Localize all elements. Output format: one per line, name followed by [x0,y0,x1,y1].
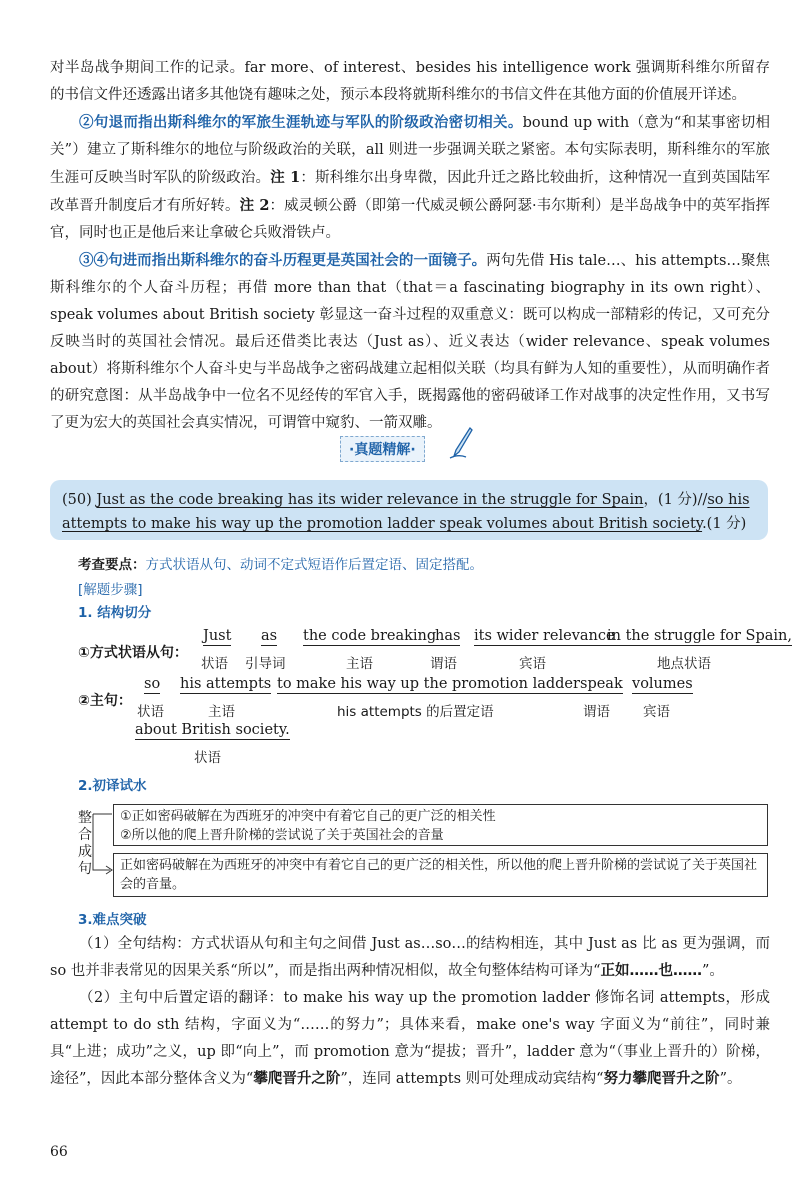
paragraph-2-body: bound up with（意为“和某事密切相关”）建立了斯科维尔的地位与阶级政治的关联，all 则进一步强调关联之紧密。本句实际表明，斯科维尔的军旅生涯可反映当时军队的阶级政治。 [50,115,771,186]
clause-1-role: 地点状语 [657,656,711,672]
question-score-2: .(1 分) [702,516,747,532]
clause-1-role: 宾语 [519,656,546,672]
step-3-p2-text: （2）主句中后置定语的翻译：to make his way up the promotion ladder 修饰名词 attempts，形成 attempt to do sth 结构，字面义为“……的努力”；具体来看，make one's way 字面义为“前往”，同时兼具“上进；成功”之义，up 即“向上”，而 promotion 意为“提拔；晋升”，ladder 意为“（事业上晋升的）阶梯，途径”，因此本部分整体含义为“ [50,990,770,1087]
clause-2-role: his attempts 的后置定语 [337,704,494,720]
question-number: (50) [62,492,92,508]
step-3-p2-emphasis-1: 攀爬晋升之阶 [253,1071,341,1087]
clause-2-role: 宾语 [643,704,670,720]
step-3-p1-end: ”。 [702,963,724,979]
clause-2-word: his attempts [180,676,272,692]
note-2-text: ：威灵顿公爵（即第一代威灵顿公爵阿瑟·韦尔斯利）是半岛战争中的英军指挥官，同时也正是他后来让拿破仑兵败滑铁卢。 [50,198,771,241]
step-3-p2-mid: ”，连同 attempts 则可处理成动宾结构“ [340,1071,604,1087]
clause-1-word: Just [203,628,232,644]
step-3-p1-text: （1）全句结构：方式状语从句和主句之间借 Just as…so…的结构相连，其中 Just as 比 as 更为强调，而 so 也并非表常见的因果关系“所以”，而是指出两种情况相似，故全句整体结构可译为“ [50,936,770,979]
intro-paragraph-3 [50,247,770,437]
question-part-2a: so his [707,492,750,508]
merge-label: 整合成句 [78,810,92,877]
step-1-title: 1. 结构切分 [78,605,152,621]
key-points-label: 考查要点： [78,557,146,573]
steps-header: [解题步骤] [78,582,143,598]
clause-1-word: the code breaking [303,628,437,644]
clause-2-label: ②主句： [78,693,132,709]
step-3-paragraph-1 [50,931,770,985]
clause-2-role: 谓语 [583,704,610,720]
clause-1-role: 状语 [201,656,228,672]
question-part-2b: attempts to make his way up the promotion ladder speak volumes about British society [62,516,703,532]
question-line-2 [62,512,756,536]
clause-2-word: so [144,676,161,692]
note-1-text: ：斯科维尔出身卑微，因此升迁之路比较曲折，这种情况一直到英国陆军改革晋升制度后才有所好转。 [50,170,771,214]
note-1-label: 注 1 [270,169,301,186]
clause-1-role: 主语 [346,656,373,672]
intro-text [50,55,770,437]
clause-2-role: 状语 [137,704,164,720]
clause-1-label: ①方式状语从句： [78,645,188,661]
draft-line-2: ②所以他的爬上晋升阶梯的尝试说了关于英国社会的音量 [120,828,444,843]
step-3-title: 3.难点突破 [78,912,147,928]
step-3-p1-emphasis: 正如……也…… [600,963,703,979]
question-part-1: Just as the code breaking has its wider relevance in the struggle for Spain [96,492,644,508]
intro-paragraph-2 [50,109,770,247]
clause-1-word: as [261,628,278,644]
clause-2-word: volumes [632,676,693,692]
paragraph-2-lead: ②句退而指出斯科维尔的军旅生涯轨迹与军队的阶级政治密切相关。 [79,114,523,131]
question-box [50,480,768,540]
draft-line-1: ①正如密码破解在为西班牙的冲突中有着它自己的更广泛的相关性 [120,809,496,824]
clause-1-word: has [435,628,461,644]
note-2-label: 注 2 [239,197,270,214]
clause-2-word: to make his way up the promotion ladder [277,676,580,692]
question-line-1 [62,488,756,512]
page-number: 66 [50,1144,68,1160]
key-points [78,553,483,573]
step-2-title: 2.初译试水 [78,778,147,794]
key-points-text: 方式状语从句、动词不定式短语作后置定语、固定搭配。 [145,557,483,573]
intro-paragraph-1: 对半岛战争期间工作的记录。far more、of interest、besides his intelligence work 强调斯科维尔所留存的书信文件还透露出诸多其他饶有趣味之处，预示本段将就斯科维尔的书信文件在其他方面的价值展开详述。 [50,60,770,103]
clause-2-word: speak [580,676,623,692]
clause-2-role: 状语 [194,750,221,766]
question-score-1: ，(1 分)// [643,492,708,508]
step-3-p2-end: ”。 [719,1071,742,1087]
clause-1-word: its wider relevance [474,628,615,644]
clause-1-word: in the struggle for Spain, [607,628,792,644]
step-3-body [50,931,770,1093]
draft-translation-box [113,804,768,846]
step-3-p2-emphasis-2: 努力攀爬晋升之阶 [603,1071,720,1087]
pen-icon [448,426,474,460]
merge-arrow-icon [92,812,114,876]
paragraph-3-body: 两句先借 His tale…、his attempts…聚焦斯科维尔的个人奋斗历程；再借 more than that（that＝a fascinating biography in its own right）、speak volumes about British society 彰显这一奋斗过程的双重意义：既可以构成一部精彩的传记，又可充分反映当时的英国社会情况。最后还借类比表达（Just as）、近义表达（wider relevance、speak volumes about）将斯科维尔个人奋斗史与半岛战争之密码战建立起相似关联（均具有鲜为人知的重要性），从而明确作者的研究意图：从半岛战争中一位名不见经传的军官入手，既揭露他的密码破译工作对战事的决定性作用，又书写了更为宏大的英国社会真实情况，可谓管中窥豹、一箭双雕。 [50,253,770,431]
clause-1-role: 引导词 [245,656,286,672]
paragraph-3-lead: ③④句进而指出斯科维尔的奋斗历程更是英国社会的一面镜子。 [79,252,487,269]
step-3-paragraph-2 [50,985,770,1093]
clause-2-role: 主语 [208,704,235,720]
combined-translation-box: 正如密码破解在为西班牙的冲突中有着它自己的更广泛的相关性，所以他的爬上晋升阶梯的尝试说了关于英国社会的音量。 [113,853,768,897]
section-title: ·真题精解· [340,436,425,462]
clause-2-word: about British society. [135,722,290,738]
clause-1-role: 谓语 [430,656,457,672]
